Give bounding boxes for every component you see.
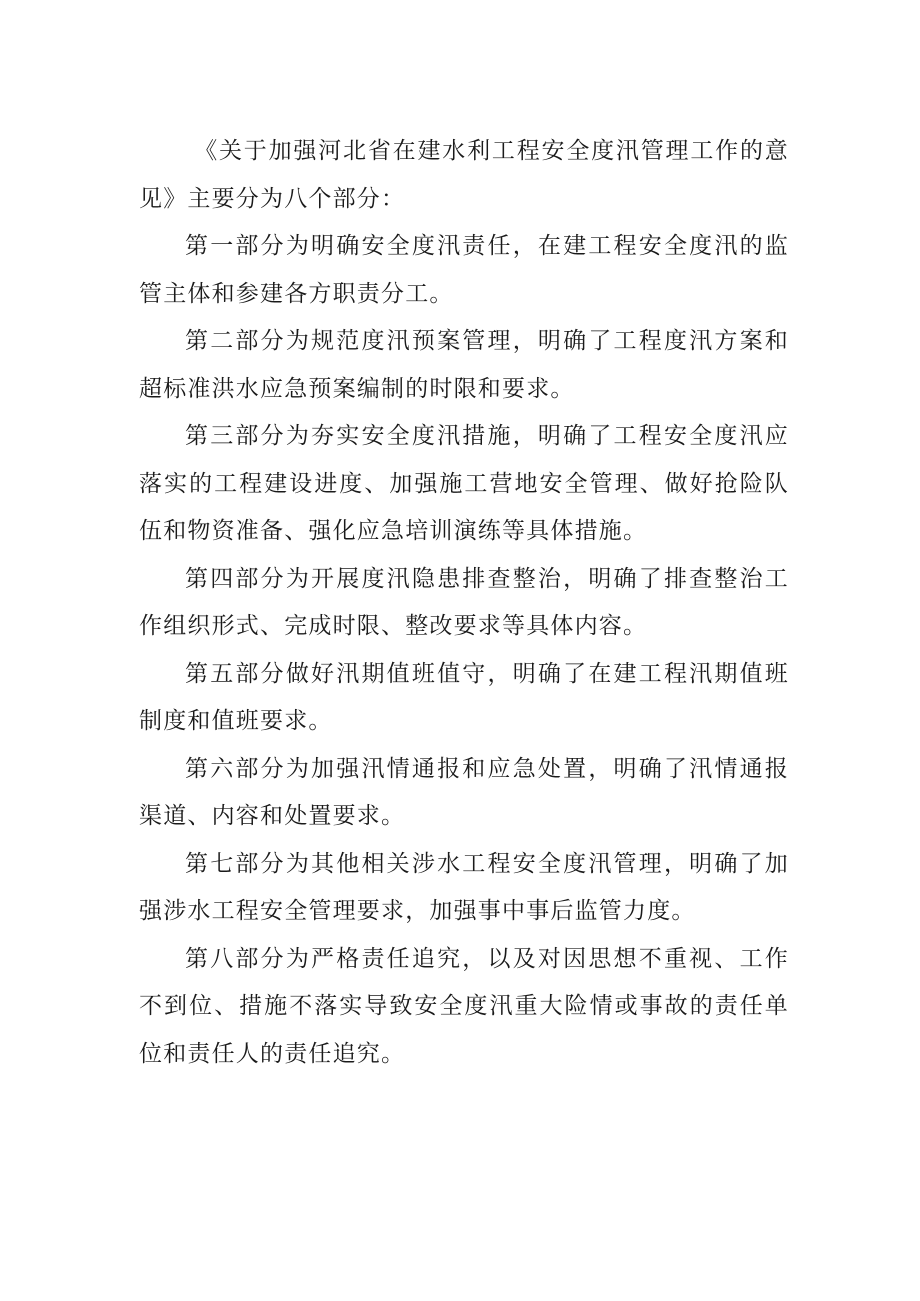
section-4-paragraph: 第四部分为开展度汛隐患排查整治，明确了排查整治工作组织形式、完成时限、整改要求等具体内容。 (139, 565, 789, 639)
section-7-paragraph: 第七部分为其他相关涉水工程安全度汛管理，明确了加强涉水工程安全管理要求，加强事中事后监管力度。 (139, 850, 789, 924)
section-3-paragraph: 第三部分为夯实安全度汛措施，明确了工程安全度汛应落实的工程建设进度、加强施工营地安全管理、做好抢险队伍和物资准备、强化应急培训演练等具体措施。 (139, 423, 789, 544)
section-5-paragraph: 第五部分做好汛期值班值守，明确了在建工程汛期值班制度和值班要求。 (139, 660, 789, 734)
section-2-paragraph: 第二部分为规范度汛预案管理，明确了工程度汛方案和超标准洪水应急预案编制的时限和要求。 (139, 328, 789, 402)
document-body (139, 128, 789, 1078)
intro-paragraph: 《关于加强河北省在建水利工程安全度汛管理工作的意见》主要分为八个部分： (139, 138, 789, 212)
section-1-paragraph: 第一部分为明确安全度汛责任，在建工程安全度汛的监管主体和参建各方职责分工。 (139, 233, 789, 307)
section-6-paragraph: 第六部分为加强汛情通报和应急处置，明确了汛情通报渠道、内容和处置要求。 (139, 755, 789, 829)
section-8-paragraph: 第八部分为严格责任追究，以及对因思想不重视、工作不到位、措施不落实导致安全度汛重大险情或事故的责任单位和责任人的责任追究。 (139, 945, 789, 1067)
